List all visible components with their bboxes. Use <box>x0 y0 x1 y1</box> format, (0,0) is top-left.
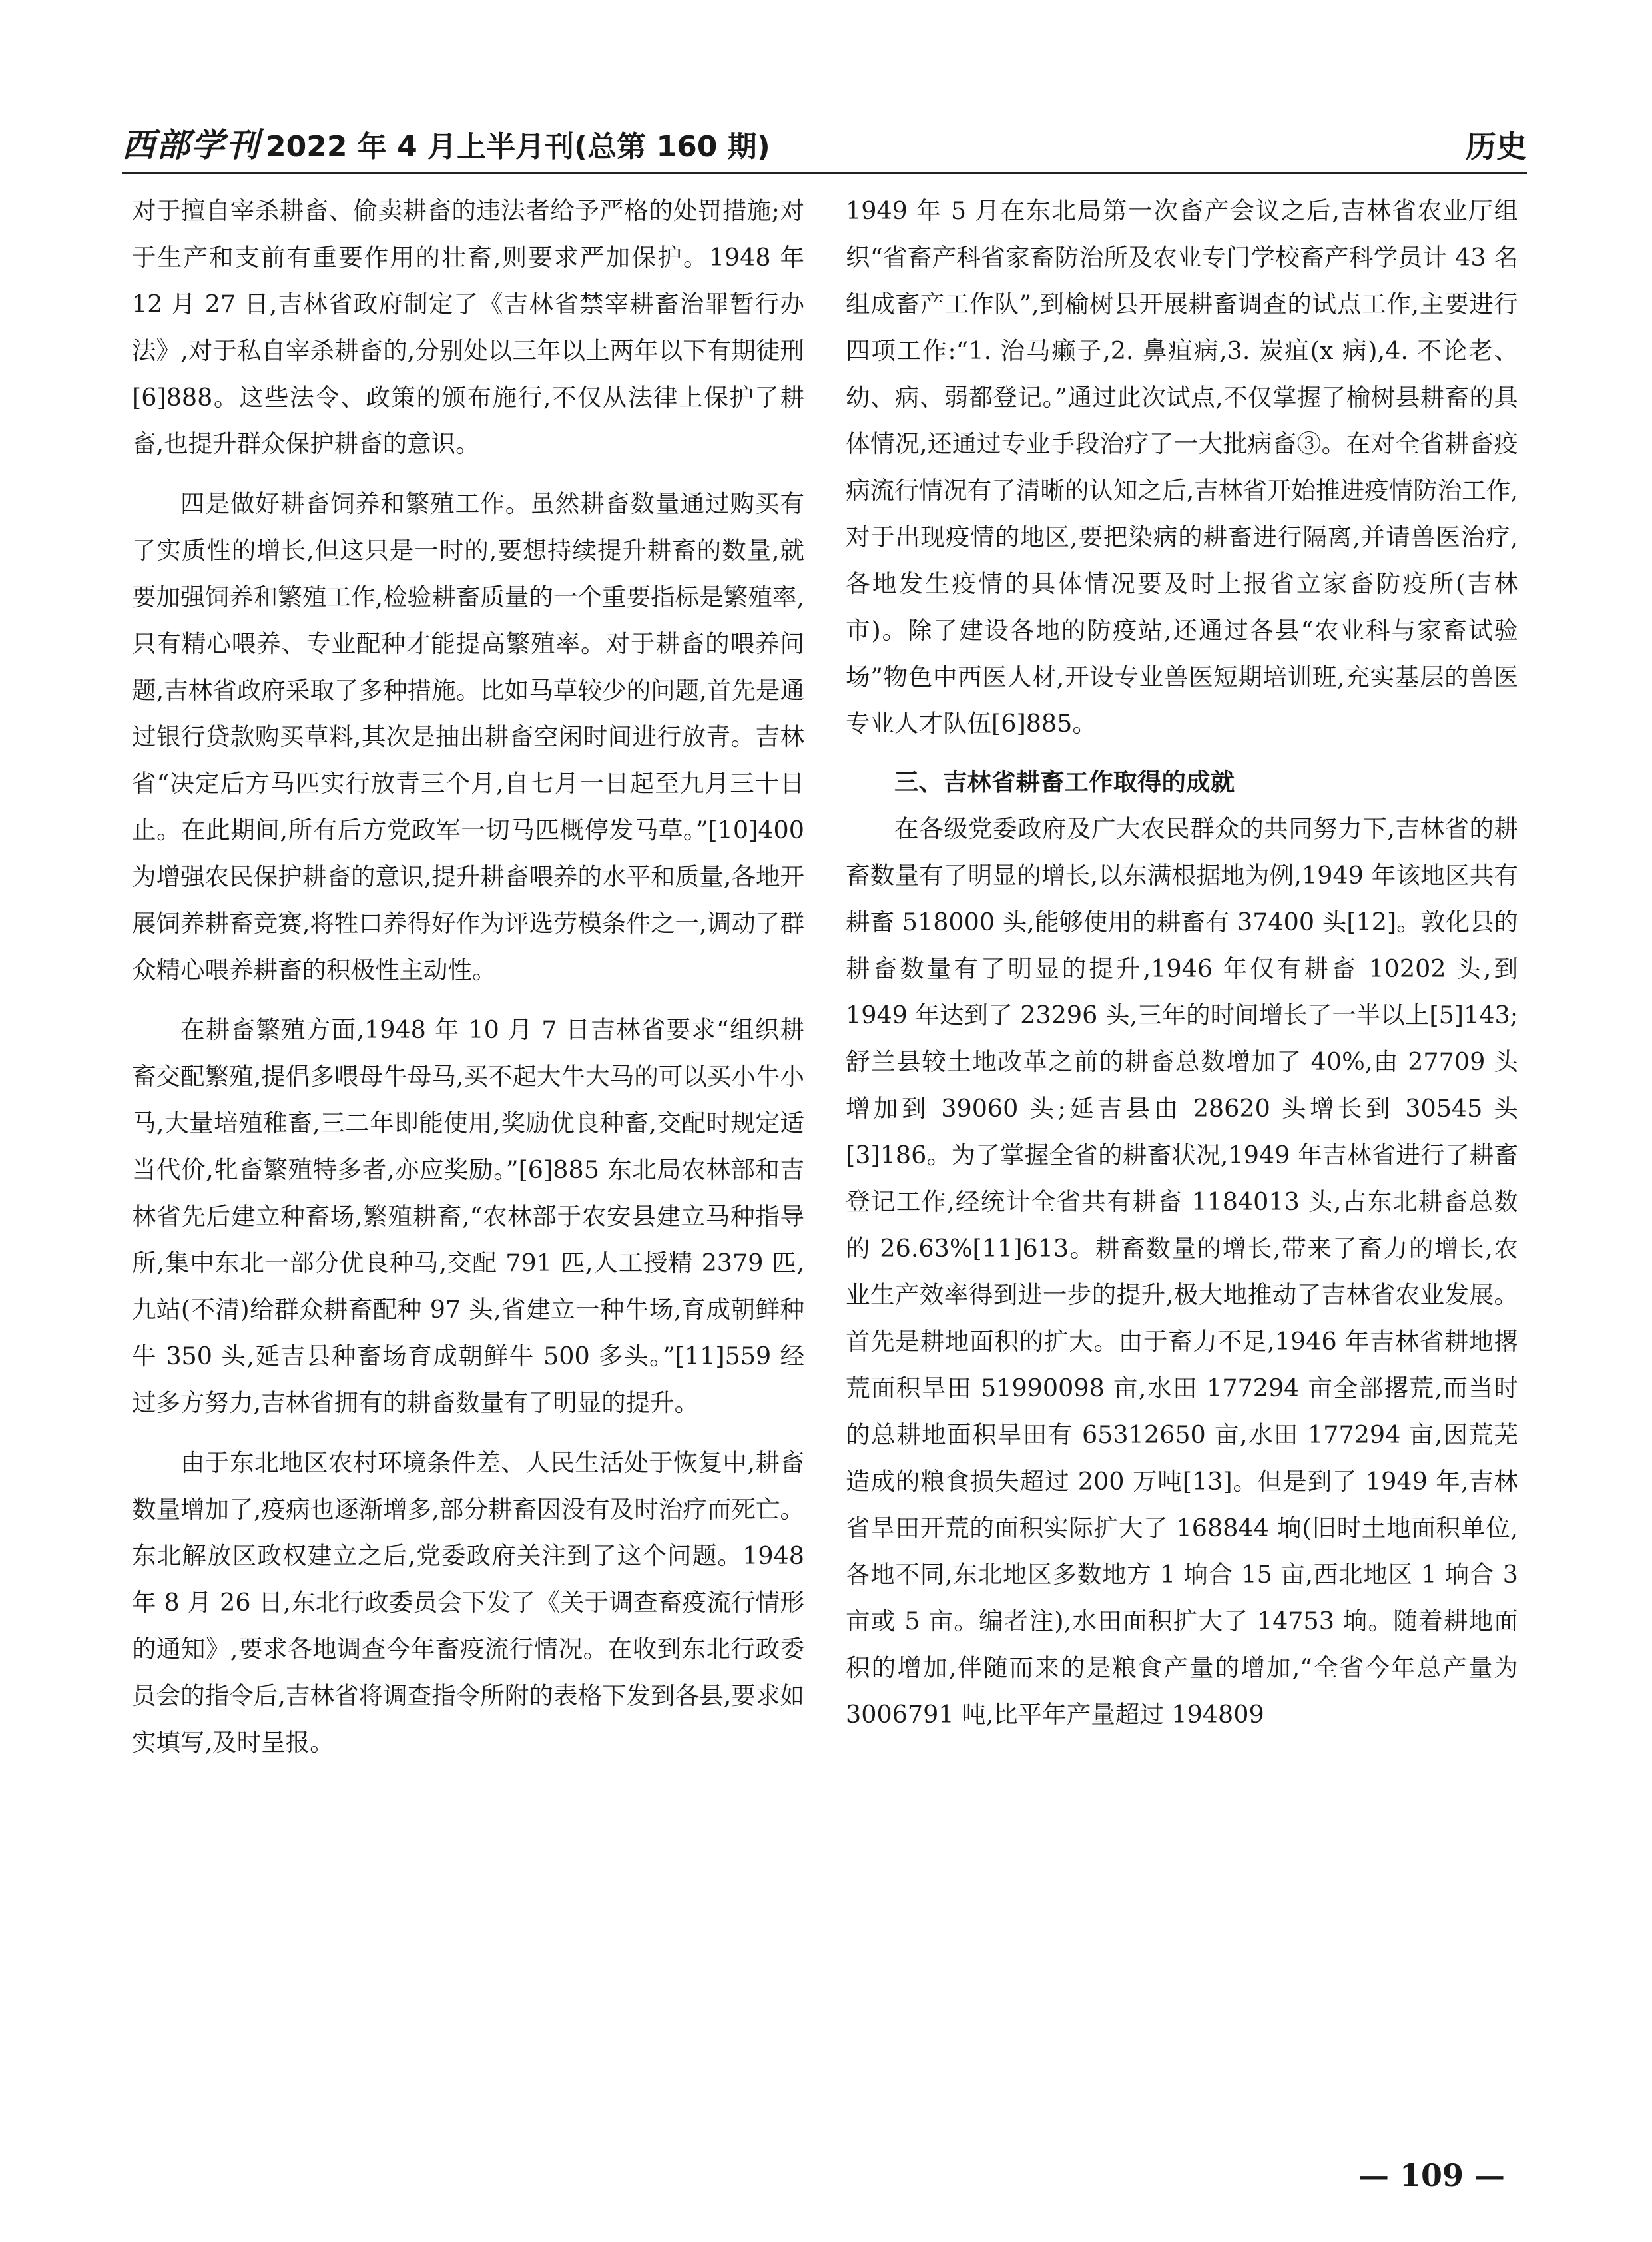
header-left <box>122 119 770 166</box>
header-rule <box>122 172 1527 174</box>
journal-logo: 西部学刊 <box>122 125 260 164</box>
running-header <box>122 112 1527 166</box>
paragraph: 四是做好耕畜饲养和繁殖工作。虽然耕畜数量通过购买有了实质性的增长,但这只是一时的,要想持续提升耕畜的数量,就要加强饲养和繁殖工作,检验耕畜质量的一个重要指标是繁殖率,只有精心喂养、专业配种才能提高繁殖率。对于耕畜的喂养问题,吉林省政府采取了多种措施。比如马草较少的问题,首先是通过银行贷款购买草料,其次是抽出耕畜空闲时间进行放青。吉林省“决定后方马匹实行放青三个月,自七月一日起至九月三十日止。在此期间,所有后方党政军一切马匹概停发马草。”[10]400 为增强农民保护耕畜的意识,提升耕畜喂养的水平和质量,各地开展饲养耕畜竞赛,将牲口养得好作为评选劳模条件之一,调动了群众精心喂养耕畜的积极性主动性。 <box>132 489 804 984</box>
paragraph: 对于擅自宰杀耕畜、偷卖耕畜的违法者给予严格的处罚措施;对于生产和支前有重要作用的壮畜,则要求严加保护。1948 年 12 月 27 日,吉林省政府制定了《吉林省禁宰耕畜治罪暂行办法》,对于私自宰杀耕畜的,分别处以三年以上两年以下有期徒刑[6]888。这些法令、政策的颁布施行,不仅从法律上保护了耕畜,也提升群众保护耕畜的意识。 <box>132 196 804 458</box>
page-number: — 109 — <box>1358 2157 1506 2193</box>
right-column <box>846 188 1518 1738</box>
left-column <box>132 188 804 1766</box>
section-heading: 三、吉林省耕畜工作取得的成就 <box>894 768 1235 796</box>
issue-info: 2022 年 4 月上半月刊(总第 160 期) <box>266 130 770 164</box>
paragraph: 1949 年 5 月在东北局第一次畜产会议之后,吉林省农业厅组织“省畜产科省家畜防治所及农业专门学校畜产科学员计 43 名组成畜产工作队”,到榆树县开展耕畜调查的试点工作,主要进行四项工作:“1. 治马癞子,2. 鼻疽病,3. 炭疽(x 病),4. 不论老、幼、病、弱都登记。”通过此次试点,不仅掌握了榆树县耕畜的具体情况,还通过专业手段治疗了一大批病畜③。在对全省耕畜疫病流行情况有了清晰的认知之后,吉林省开始推进疫情防治工作,对于出现疫情的地区,要把染病的耕畜进行隔离,并请兽医治疗,各地发生疫情的具体情况要及时上报省立家畜防疫所(吉林市)。除了建设各地的防疫站,还通过各县“农业科与家畜试验场”物色中西医人材,开设专业兽医短期培训班,充实基层的兽医专业人才队伍[6]885。 <box>846 196 1518 738</box>
paragraph: 在耕畜繁殖方面,1948 年 10 月 7 日吉林省要求“组织耕畜交配繁殖,提倡多喂母牛母马,买不起大牛大马的可以买小牛小马,大量培殖稚畜,三二年即能使用,奖励优良种畜,交配时规定适当代价,牝畜繁殖特多者,亦应奖励。”[6]885 东北局农林部和吉林省先后建立种畜场,繁殖耕畜,“农林部于农安县建立马种指导所,集中东北一部分优良种马,交配 791 匹,人工授精 2379 匹,九站(不清)给群众耕畜配种 97 头,省建立一种牛场,育成朝鲜种牛 350 头,延吉县种畜场育成朝鲜牛 500 多头。”[11]559 经过多方努力,吉林省拥有的耕畜数量有了明显的提升。 <box>132 1015 804 1417</box>
paragraph: 由于东北地区农村环境条件差、人民生活处于恢复中,耕畜数量增加了,疫病也逐渐增多,部分耕畜因没有及时治疗而死亡。东北解放区政权建立之后,党委政府关注到了这个问题。1948 年 8 月 26 日,东北行政委员会下发了《关于调查畜疫流行情形的通知》,要求各地调查今年畜疫流行情况。在收到东北行政委员会的指令后,吉林省将调查指令所附的表格下发到各县,要求如实填写,及时呈报。 <box>132 1448 804 1757</box>
paragraph: 在各级党委政府及广大农民群众的共同努力下,吉林省的耕畜数量有了明显的增长,以东满根据地为例,1949 年该地区共有耕畜 518000 头,能够使用的耕畜有 37400 头[12]。敦化县的耕畜数量有了明显的提升,1946 年仅有耕畜 10202 头,到 1949 年达到了 23296 头,三年的时间增长了一半以上[5]143;舒兰县较土地改革之前的耕畜总数增加了 40%,由 27709 头增加到 39060 头;延吉县由 28620 头增长到 30545 头[3]186。为了掌握全省的耕畜状况,1949 年吉林省进行了耕畜登记工作,经统计全省共有耕畜 1184013 头,占东北耕畜总数的 26.63%[11]613。耕畜数量的增长,带来了畜力的增长,农业生产效率得到进一步的提升,极大地推动了吉林省农业发展。首先是耕地面积的扩大。由于畜力不足,1946 年吉林省耕地撂荒面积旱田 51990098 亩,水田 177294 亩全部撂荒,而当时的总耕地面积旱田有 65312650 亩,水田 177294 亩,因荒芜造成的粮食损失超过 200 万吨[13]。但是到了 1949 年,吉林省旱田开荒的面积实际扩大了 168844 垧(旧时土地面积单位,各地不同,东北地区多数地方 1 垧合 15 亩,西北地区 1 垧合 3 亩或 5 亩。编者注),水田面积扩大了 14753 垧。随着耕地面积的增加,伴随而来的是粮食产量的增加,“全省今年总产量为 3006791 吨,比平年产量超过 194809 <box>846 814 1518 1729</box>
section-label: 历史 <box>1466 129 1527 164</box>
